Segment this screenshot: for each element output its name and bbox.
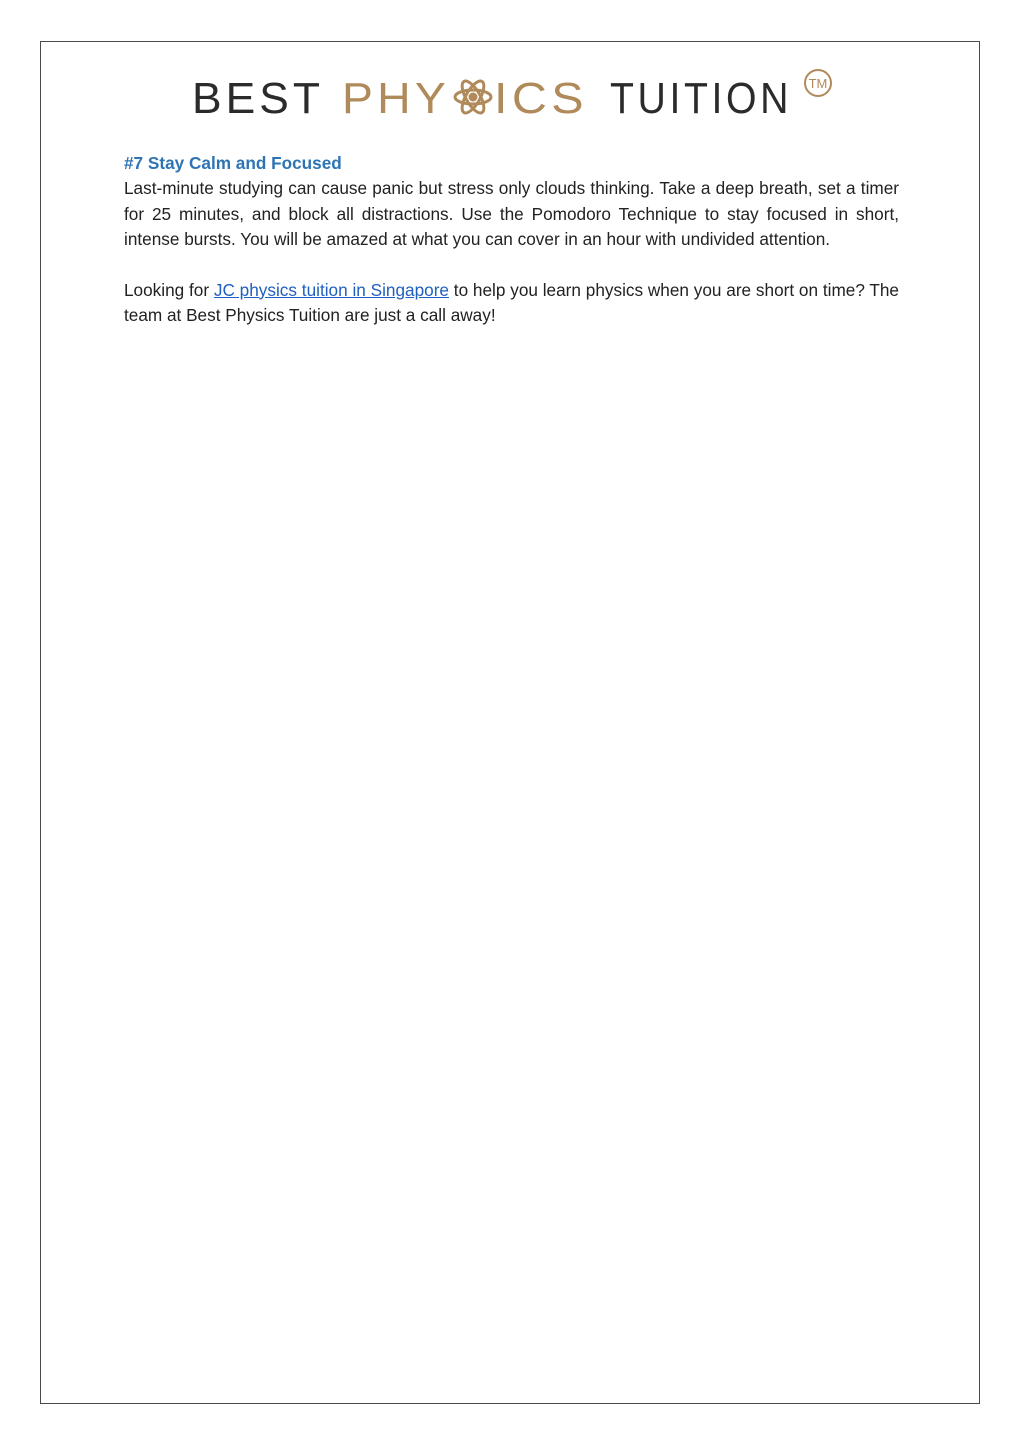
section-heading: #7 Stay Calm and Focused (124, 153, 342, 173)
trademark-text: TM (808, 76, 828, 91)
cta-suffix: to help you learn physics when you are short on time? The team at Best Physics Tuition are just a call away! (124, 279, 899, 326)
trademark-badge (805, 70, 831, 96)
paragraph-spacer (124, 253, 899, 278)
logo-word-ics: ICS (494, 74, 588, 122)
logo-word-tuition: TUITION (610, 74, 792, 122)
cta-prefix: Looking for (124, 279, 214, 300)
cta-paragraph (124, 278, 899, 329)
atom-icon (455, 78, 491, 116)
jc-physics-tuition-link[interactable]: JC physics tuition in Singapore (213, 279, 449, 300)
section-body: Last-minute studying can cause panic but stress only clouds thinking. Take a deep breath, set a timer for 25 minutes, and block all distractions. Use the Pomodoro Technique to stay focused in short, intense bursts. You will be amazed at what you can cover in an hour with undivided attention. (124, 178, 899, 250)
document-body (124, 151, 899, 328)
logo-word-best: BEST (192, 74, 324, 122)
logo-word-phy: PHY (342, 74, 450, 122)
brand-logo (192, 66, 838, 122)
